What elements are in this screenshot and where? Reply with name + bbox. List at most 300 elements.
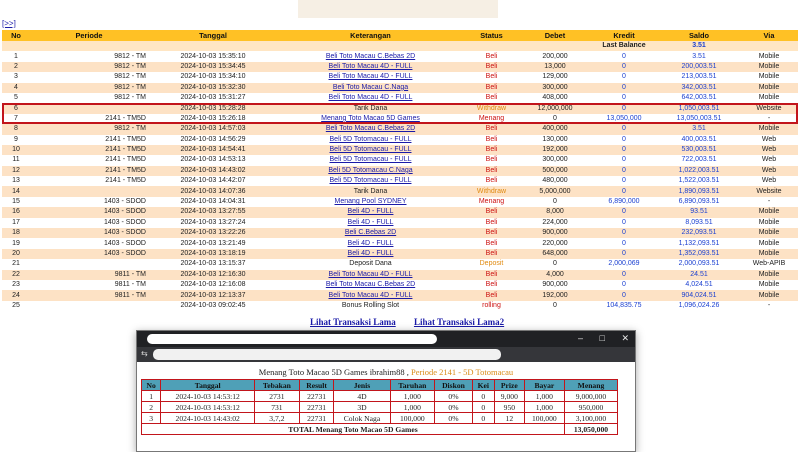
cell-kredit: 0 bbox=[590, 135, 658, 145]
cell-debet: 0 bbox=[520, 197, 590, 207]
cell-periode: 2141 - TM5D bbox=[30, 176, 148, 186]
keterangan-link[interactable]: Beli Toto Macau 4D - FULL bbox=[278, 72, 463, 82]
table-row bbox=[2, 166, 798, 176]
cell-no: 12 bbox=[2, 166, 30, 176]
table-row bbox=[2, 280, 798, 290]
cell-debet: 400,000 bbox=[520, 124, 590, 134]
cell-no: 21 bbox=[2, 259, 30, 269]
detail-cell-tebakan: 731 bbox=[255, 402, 300, 413]
col-status: Status bbox=[463, 30, 520, 41]
popup-title-main: Menang Toto Macao 5D Games ibrahim88 , bbox=[258, 367, 412, 377]
cell-tanggal: 2024-10-03 15:26:18 bbox=[148, 114, 278, 124]
cell-saldo: 6,890,093.51 bbox=[658, 197, 740, 207]
popup-title-periode: Periode 2141 - 5D Totomacau bbox=[411, 367, 514, 377]
cell-status: Withdraw bbox=[463, 103, 520, 113]
detail-cell-prize: 12 bbox=[494, 413, 524, 424]
cell-periode: 1403 - SDOD bbox=[30, 238, 148, 248]
keterangan-link[interactable]: Beli 4D - FULL bbox=[278, 207, 463, 217]
col-no: No bbox=[2, 30, 30, 41]
detail-col-no: No bbox=[142, 380, 161, 391]
cell-kredit: 6,890,000 bbox=[590, 197, 658, 207]
cell-debet: 0 bbox=[520, 114, 590, 124]
cell-periode: 9812 - TM bbox=[30, 93, 148, 103]
cell-saldo: 3.51 bbox=[658, 51, 740, 61]
url-field[interactable] bbox=[153, 349, 501, 360]
cell-status: Beli bbox=[463, 145, 520, 155]
detail-cell-taruhan: 1,000 bbox=[390, 391, 435, 402]
detail-col-jenis: Jenis bbox=[334, 380, 390, 391]
cell-via: Web bbox=[740, 145, 798, 155]
cell-kredit: 104,835.75 bbox=[590, 301, 658, 311]
cell-periode: 9811 - TM bbox=[30, 290, 148, 300]
keterangan-link[interactable]: Beli Toto Macau C.Naga bbox=[278, 83, 463, 93]
cell-no: 22 bbox=[2, 270, 30, 280]
detail-cell-jenis: Colok Naga bbox=[334, 413, 390, 424]
cell-saldo: 200,003.51 bbox=[658, 62, 740, 72]
table-row bbox=[2, 93, 798, 103]
cell-via: Web bbox=[740, 166, 798, 176]
cell-kredit: 0 bbox=[590, 238, 658, 248]
cell-keterangan: Tarik Dana bbox=[278, 186, 463, 196]
detail-cell-menang: 3,100,000 bbox=[564, 413, 617, 424]
cell-no: 13 bbox=[2, 176, 30, 186]
lihat-transaksi-lama2-link[interactable]: Lihat Transaksi Lama2 bbox=[413, 317, 505, 327]
table-row bbox=[2, 114, 798, 124]
detail-header-row bbox=[142, 380, 618, 391]
detail-row bbox=[142, 391, 618, 402]
cell-debet: 500,000 bbox=[520, 166, 590, 176]
detail-cell-menang: 9,000,000 bbox=[564, 391, 617, 402]
detail-cell-kei: 0 bbox=[472, 391, 494, 402]
cell-status: Beli bbox=[463, 62, 520, 72]
cell-kredit: 0 bbox=[590, 166, 658, 176]
cell-status: Deposit bbox=[463, 259, 520, 269]
cell-debet: 900,000 bbox=[520, 228, 590, 238]
top-banner bbox=[298, 0, 498, 18]
cell-tanggal: 2024-10-03 15:28:28 bbox=[148, 103, 278, 113]
cell-tanggal: 2024-10-03 12:13:37 bbox=[148, 290, 278, 300]
cell-debet: 0 bbox=[520, 301, 590, 311]
cell-debet: 5,000,000 bbox=[520, 186, 590, 196]
keterangan-link[interactable]: Beli Toto Macau C.Bebas 2D bbox=[278, 124, 463, 134]
cell-tanggal: 2024-10-03 13:27:24 bbox=[148, 218, 278, 228]
cell-via: Web bbox=[740, 155, 798, 165]
cell-status: Beli bbox=[463, 218, 520, 228]
detail-cell-tanggal: 2024-10-03 14:53:12 bbox=[161, 391, 255, 402]
cell-tanggal: 2024-10-03 14:56:29 bbox=[148, 135, 278, 145]
cell-saldo: 8,093.51 bbox=[658, 218, 740, 228]
cell-tanggal: 2024-10-03 15:35:10 bbox=[148, 51, 278, 61]
cell-kredit: 13,050,000 bbox=[590, 114, 658, 124]
cell-kredit: 0 bbox=[590, 145, 658, 155]
detail-col-prize: Prize bbox=[494, 380, 524, 391]
cell-tanggal: 2024-10-03 14:07:36 bbox=[148, 186, 278, 196]
cell-periode: 2141 - TM5D bbox=[30, 114, 148, 124]
cell-no: 11 bbox=[2, 155, 30, 165]
table-row bbox=[2, 270, 798, 280]
cell-tanggal: 2024-10-03 14:53:13 bbox=[148, 155, 278, 165]
col-via: Via bbox=[740, 30, 798, 41]
winning-detail-table bbox=[141, 379, 618, 435]
cell-no: 14 bbox=[2, 186, 30, 196]
cell-saldo: 3.51 bbox=[658, 124, 740, 134]
popup-title bbox=[137, 367, 635, 377]
cell-via: - bbox=[740, 301, 798, 311]
detail-cell-bayar: 100,000 bbox=[524, 413, 564, 424]
cell-saldo: 13,050,003.51 bbox=[658, 114, 740, 124]
cell-status: Beli bbox=[463, 51, 520, 61]
table-header-row bbox=[2, 30, 798, 41]
cell-debet: 4,000 bbox=[520, 270, 590, 280]
detail-col-menang: Menang bbox=[564, 380, 617, 391]
cell-debet: 900,000 bbox=[520, 280, 590, 290]
cell-via: Mobile bbox=[740, 51, 798, 61]
cell-kredit: 0 bbox=[590, 280, 658, 290]
keterangan-link[interactable]: Beli 5D Totomacau - FULL bbox=[278, 155, 463, 165]
keterangan-link[interactable]: Beli 4D - FULL bbox=[278, 249, 463, 259]
cell-status: Beli bbox=[463, 135, 520, 145]
cell-debet: 12,000,000 bbox=[520, 103, 590, 113]
cell-tanggal: 2024-10-03 12:16:30 bbox=[148, 270, 278, 280]
table-row bbox=[2, 228, 798, 238]
detail-col-result: Result bbox=[299, 380, 334, 391]
table-row bbox=[2, 51, 798, 61]
detail-col-diskon: Diskon bbox=[435, 380, 473, 391]
cell-status: Beli bbox=[463, 290, 520, 300]
cell-kredit: 0 bbox=[590, 176, 658, 186]
cell-no: 6 bbox=[2, 103, 30, 113]
cell-via: - bbox=[740, 114, 798, 124]
cell-tanggal: 2024-10-03 15:31:27 bbox=[148, 93, 278, 103]
cell-periode bbox=[30, 301, 148, 311]
cell-no: 19 bbox=[2, 238, 30, 248]
detail-col-tebakan: Tebakan bbox=[255, 380, 300, 391]
cell-debet: 192,000 bbox=[520, 145, 590, 155]
cell-debet: 224,000 bbox=[520, 218, 590, 228]
cell-kredit: 0 bbox=[590, 83, 658, 93]
keterangan-link[interactable]: Beli C.Bebas 2D bbox=[278, 228, 463, 238]
table-row bbox=[2, 176, 798, 186]
popup-tab[interactable] bbox=[147, 334, 437, 344]
cell-saldo: 2,000,093.51 bbox=[658, 259, 740, 269]
cell-periode: 9811 - TM bbox=[30, 270, 148, 280]
cell-kredit: 0 bbox=[590, 155, 658, 165]
cell-kredit: 0 bbox=[590, 218, 658, 228]
cell-status: Beli bbox=[463, 270, 520, 280]
cell-saldo: 1,022,003.51 bbox=[658, 166, 740, 176]
cell-kredit: 0 bbox=[590, 62, 658, 72]
cell-kredit: 0 bbox=[590, 93, 658, 103]
cell-via: Mobile bbox=[740, 290, 798, 300]
detail-col-tanggal: Tanggal bbox=[161, 380, 255, 391]
col-saldo: Saldo bbox=[658, 30, 740, 41]
cell-via: Mobile bbox=[740, 280, 798, 290]
keterangan-link[interactable]: Beli Toto Macau C.Bebas 2D bbox=[278, 280, 463, 290]
cell-debet: 129,000 bbox=[520, 72, 590, 82]
table-row bbox=[2, 83, 798, 93]
cell-periode bbox=[30, 103, 148, 113]
cell-debet: 0 bbox=[520, 259, 590, 269]
footer-links bbox=[310, 317, 520, 327]
detail-cell-tanggal: 2024-10-03 14:53:12 bbox=[161, 402, 255, 413]
detail-total-value: 13,050,000 bbox=[564, 424, 617, 435]
close-icon[interactable]: ✕ bbox=[621, 333, 629, 343]
cell-tanggal: 2024-10-03 15:34:45 bbox=[148, 62, 278, 72]
detail-cell-bayar: 1,000 bbox=[524, 402, 564, 413]
cell-status: Beli bbox=[463, 228, 520, 238]
cell-saldo: 213,003.51 bbox=[658, 72, 740, 82]
keterangan-link[interactable]: Beli 5D Totomacau - FULL bbox=[278, 135, 463, 145]
table-row bbox=[2, 290, 798, 300]
cell-kredit: 0 bbox=[590, 103, 658, 113]
cell-periode: 9812 - TM bbox=[30, 62, 148, 72]
cell-kredit: 0 bbox=[590, 228, 658, 238]
cell-no: 24 bbox=[2, 290, 30, 300]
last-balance-value: 3.51 bbox=[658, 41, 740, 51]
keterangan-link[interactable]: Beli 5D Totomacau - FULL bbox=[278, 145, 463, 155]
cell-debet: 648,000 bbox=[520, 249, 590, 259]
cell-saldo: 722,003.51 bbox=[658, 155, 740, 165]
cell-status: Beli bbox=[463, 249, 520, 259]
cell-via: Mobile bbox=[740, 83, 798, 93]
cell-keterangan: Tarik Dana bbox=[278, 103, 463, 113]
popup-body bbox=[137, 362, 635, 450]
detail-cell-result: 22731 bbox=[299, 391, 334, 402]
cell-periode: 2141 - TM5D bbox=[30, 135, 148, 145]
detail-col-taruhan: Taruhan bbox=[390, 380, 435, 391]
cell-debet: 408,000 bbox=[520, 93, 590, 103]
table-row bbox=[2, 103, 798, 113]
cell-no: 8 bbox=[2, 124, 30, 134]
cell-no: 9 bbox=[2, 135, 30, 145]
detail-cell-bayar: 1,000 bbox=[524, 391, 564, 402]
cell-kredit: 2,000,069 bbox=[590, 259, 658, 269]
cell-tanggal: 2024-10-03 15:32:30 bbox=[148, 83, 278, 93]
table-row bbox=[2, 238, 798, 248]
keterangan-link[interactable]: Beli Toto Macau 4D - FULL bbox=[278, 290, 463, 300]
table-row bbox=[2, 207, 798, 217]
cell-debet: 130,000 bbox=[520, 135, 590, 145]
detail-cell-diskon: 0% bbox=[435, 413, 473, 424]
cell-saldo: 400,003.51 bbox=[658, 135, 740, 145]
cell-no: 23 bbox=[2, 280, 30, 290]
cell-periode: 1403 - SDOD bbox=[30, 249, 148, 259]
cell-via: Web bbox=[740, 176, 798, 186]
detail-cell-taruhan: 1,000 bbox=[390, 402, 435, 413]
cell-status: Beli bbox=[463, 83, 520, 93]
cell-via: Mobile bbox=[740, 249, 798, 259]
table-row bbox=[2, 218, 798, 228]
cell-via: Mobile bbox=[740, 62, 798, 72]
detail-cell-taruhan: 100,000 bbox=[390, 413, 435, 424]
cell-periode: 1403 - SDOD bbox=[30, 197, 148, 207]
col-tanggal: Tanggal bbox=[148, 30, 278, 41]
detail-cell-kei: 0 bbox=[472, 402, 494, 413]
cell-via: Mobile bbox=[740, 93, 798, 103]
cell-status: Beli bbox=[463, 155, 520, 165]
keterangan-link[interactable]: Beli 4D - FULL bbox=[278, 238, 463, 248]
detail-cell-kei: 0 bbox=[472, 413, 494, 424]
cell-kredit: 0 bbox=[590, 290, 658, 300]
next-page-link[interactable]: [>>] bbox=[2, 19, 16, 28]
maximize-icon[interactable]: □ bbox=[599, 333, 605, 343]
cell-tanggal: 2024-10-03 14:04:31 bbox=[148, 197, 278, 207]
site-settings-icon[interactable]: ⇆ bbox=[141, 349, 148, 358]
cell-kredit: 0 bbox=[590, 207, 658, 217]
cell-status: Beli bbox=[463, 93, 520, 103]
cell-saldo: 530,003.51 bbox=[658, 145, 740, 155]
keterangan-link[interactable]: Beli 5D Totomacau C.Naga bbox=[278, 166, 463, 176]
cell-status: rolling bbox=[463, 301, 520, 311]
keterangan-link[interactable]: Menang Toto Macao 5D Games bbox=[278, 114, 463, 124]
last-balance-row bbox=[2, 41, 798, 51]
cell-via: Mobile bbox=[740, 124, 798, 134]
cell-status: Beli bbox=[463, 124, 520, 134]
detail-cell-diskon: 0% bbox=[435, 402, 473, 413]
cell-debet: 300,000 bbox=[520, 155, 590, 165]
cell-no: 17 bbox=[2, 218, 30, 228]
cell-via: Web bbox=[740, 135, 798, 145]
cell-via: Mobile bbox=[740, 228, 798, 238]
cell-tanggal: 2024-10-03 13:22:26 bbox=[148, 228, 278, 238]
cell-status: Beli bbox=[463, 72, 520, 82]
detail-cell-menang: 950,000 bbox=[564, 402, 617, 413]
table-row bbox=[2, 145, 798, 155]
cell-debet: 480,000 bbox=[520, 176, 590, 186]
cell-periode: 9812 - TM bbox=[30, 124, 148, 134]
cell-no: 1 bbox=[2, 51, 30, 61]
minimize-icon[interactable]: – bbox=[577, 333, 583, 343]
keterangan-link[interactable]: Beli 4D - FULL bbox=[278, 218, 463, 228]
popup-window bbox=[136, 330, 636, 452]
cell-tanggal: 2024-10-03 14:42:07 bbox=[148, 176, 278, 186]
keterangan-link[interactable]: Beli Toto Macau 4D - FULL bbox=[278, 62, 463, 72]
keterangan-link[interactable]: Beli 5D Totomacau - FULL bbox=[278, 176, 463, 186]
table-row bbox=[2, 259, 798, 269]
cell-no: 2 bbox=[2, 62, 30, 72]
col-kredit: Kredit bbox=[590, 30, 658, 41]
table-row bbox=[2, 301, 798, 311]
cell-via: Web-APIB bbox=[740, 259, 798, 269]
cell-kredit: 0 bbox=[590, 51, 658, 61]
detail-cell-jenis: 4D bbox=[334, 391, 390, 402]
cell-saldo: 232,093.51 bbox=[658, 228, 740, 238]
cell-saldo: 904,024.51 bbox=[658, 290, 740, 300]
detail-cell-prize: 950 bbox=[494, 402, 524, 413]
detail-cell-no: 1 bbox=[142, 391, 161, 402]
table-row bbox=[2, 72, 798, 82]
cell-no: 16 bbox=[2, 207, 30, 217]
detail-row bbox=[142, 413, 618, 424]
cell-via: Mobile bbox=[740, 72, 798, 82]
cell-periode: 9812 - TM bbox=[30, 83, 148, 93]
keterangan-link[interactable]: Beli Toto Macau 4D - FULL bbox=[278, 270, 463, 280]
cell-saldo: 1,096,024.26 bbox=[658, 301, 740, 311]
col-periode: Periode bbox=[30, 30, 148, 41]
cell-periode: 1403 - SDOD bbox=[30, 228, 148, 238]
detail-cell-tanggal: 2024-10-03 14:43:02 bbox=[161, 413, 255, 424]
detail-cell-diskon: 0% bbox=[435, 391, 473, 402]
cell-no: 7 bbox=[2, 114, 30, 124]
window-controls bbox=[564, 333, 629, 344]
cell-tanggal: 2024-10-03 13:21:49 bbox=[148, 238, 278, 248]
cell-status: Menang bbox=[463, 114, 520, 124]
lihat-transaksi-lama-link[interactable]: Lihat Transaksi Lama bbox=[310, 317, 396, 327]
detail-cell-result: 22731 bbox=[299, 413, 334, 424]
cell-status: Beli bbox=[463, 238, 520, 248]
cell-no: 5 bbox=[2, 93, 30, 103]
table-row bbox=[2, 135, 798, 145]
cell-saldo: 1,522,003.51 bbox=[658, 176, 740, 186]
cell-debet: 192,000 bbox=[520, 290, 590, 300]
cell-periode: 1403 - SDOD bbox=[30, 218, 148, 228]
table-row bbox=[2, 62, 798, 72]
cell-tanggal: 2024-10-03 15:34:10 bbox=[148, 72, 278, 82]
cell-periode: 9812 - TM bbox=[30, 72, 148, 82]
cell-via: Website bbox=[740, 186, 798, 196]
cell-via: Website bbox=[740, 103, 798, 113]
cell-no: 10 bbox=[2, 145, 30, 155]
keterangan-link[interactable]: Beli Toto Macau 4D - FULL bbox=[278, 93, 463, 103]
table-row bbox=[2, 124, 798, 134]
cell-status: Beli bbox=[463, 207, 520, 217]
cell-keterangan: Bonus Rolling Slot bbox=[278, 301, 463, 311]
table-row bbox=[2, 186, 798, 196]
popup-address-bar bbox=[137, 347, 635, 362]
detail-cell-result: 22731 bbox=[299, 402, 334, 413]
table-row bbox=[2, 249, 798, 259]
cell-periode bbox=[30, 186, 148, 196]
cell-periode bbox=[30, 259, 148, 269]
cell-saldo: 24.51 bbox=[658, 270, 740, 280]
cell-no: 4 bbox=[2, 83, 30, 93]
cell-debet: 13,000 bbox=[520, 62, 590, 72]
cell-saldo: 1,050,003.51 bbox=[658, 103, 740, 113]
cell-kredit: 0 bbox=[590, 124, 658, 134]
cell-via: Mobile bbox=[740, 270, 798, 280]
cell-tanggal: 2024-10-03 14:54:41 bbox=[148, 145, 278, 155]
transaction-table bbox=[2, 30, 798, 311]
cell-tanggal: 2024-10-03 13:15:37 bbox=[148, 259, 278, 269]
cell-via: Mobile bbox=[740, 218, 798, 228]
cell-saldo: 642,003.51 bbox=[658, 93, 740, 103]
detail-total-label: TOTAL Menang Toto Macao 5D Games bbox=[142, 424, 565, 435]
detail-cell-prize: 9,000 bbox=[494, 391, 524, 402]
cell-saldo: 4,024.51 bbox=[658, 280, 740, 290]
cell-tanggal: 2024-10-03 09:02:45 bbox=[148, 301, 278, 311]
keterangan-link[interactable]: Beli Toto Macau C.Bebas 2D bbox=[278, 51, 463, 61]
detail-col-bayar: Bayar bbox=[524, 380, 564, 391]
cell-status: Beli bbox=[463, 176, 520, 186]
last-balance-label: Last Balance bbox=[590, 41, 658, 51]
detail-cell-no: 3 bbox=[142, 413, 161, 424]
cell-saldo: 1,132,093.51 bbox=[658, 238, 740, 248]
detail-cell-tebakan: 2731 bbox=[255, 391, 300, 402]
cell-via: Mobile bbox=[740, 207, 798, 217]
cell-status: Menang bbox=[463, 197, 520, 207]
cell-saldo: 1,352,093.51 bbox=[658, 249, 740, 259]
cell-debet: 8,000 bbox=[520, 207, 590, 217]
cell-periode: 9812 - TM bbox=[30, 51, 148, 61]
cell-saldo: 93.51 bbox=[658, 207, 740, 217]
keterangan-link[interactable]: Menang Pool SYDNEY bbox=[278, 197, 463, 207]
col-debet: Debet bbox=[520, 30, 590, 41]
cell-kredit: 0 bbox=[590, 270, 658, 280]
cell-periode: 9811 - TM bbox=[30, 280, 148, 290]
cell-kredit: 0 bbox=[590, 249, 658, 259]
cell-periode: 2141 - TM5D bbox=[30, 145, 148, 155]
detail-cell-jenis: 3D bbox=[334, 402, 390, 413]
